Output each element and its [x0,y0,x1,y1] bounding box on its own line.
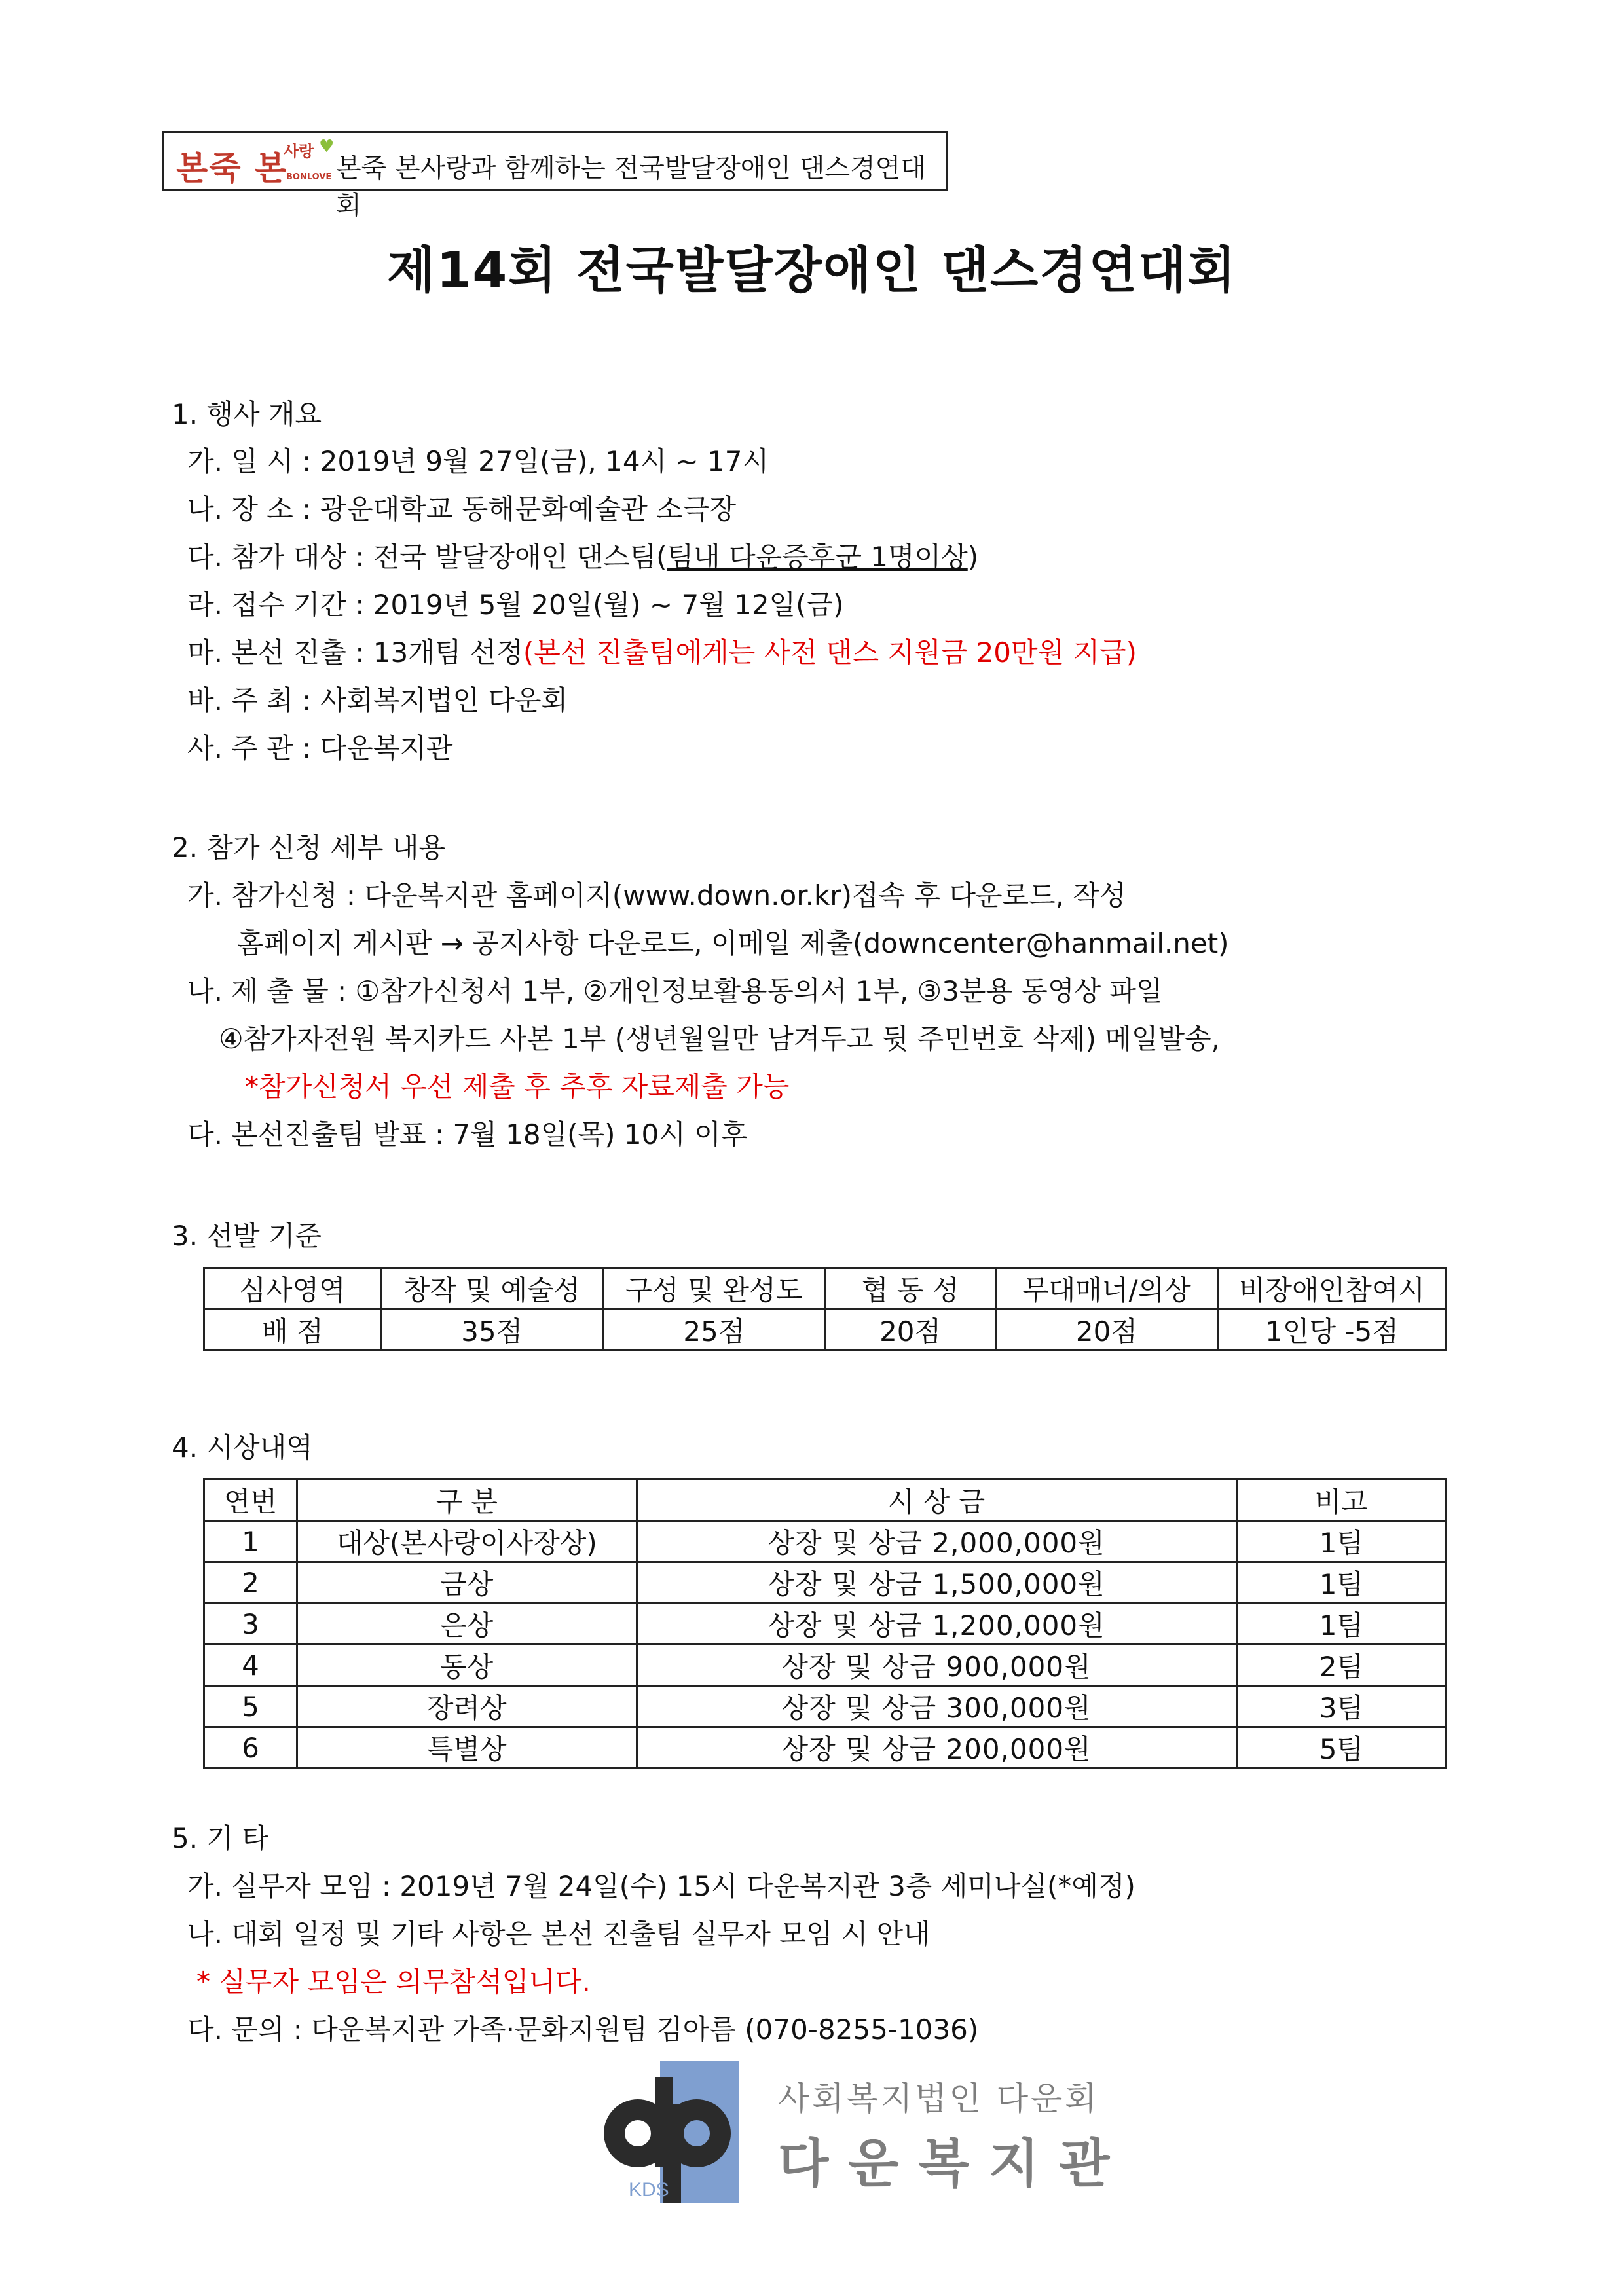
s5-line-schedule: 나. 대회 일정 및 기타 사항은 본선 진출팀 실무자 모임 시 안내 [187,1918,930,1950]
table-header-cell: 비장애인참여시 [1217,1268,1446,1310]
table-row [204,1521,1447,1562]
table-cell: 상장 및 상금 300,000원 [637,1686,1236,1727]
table-cell: 상장 및 상금 2,000,000원 [637,1521,1236,1562]
s5-line-meeting: 가. 실무자 모임 : 2019년 7월 24일(수) 15시 다운복지관 3층 세미나실(*예정) [187,1870,1135,1902]
logo-p-hole [684,2120,710,2146]
table-cell: 특별상 [297,1727,637,1769]
criteria-table [203,1267,1447,1351]
s1-target-close: ) [967,541,979,573]
s5-line-mandatory: * 실무자 모임은 의무참석입니다. [196,1966,591,1998]
organization-logo [597,2061,739,2203]
s1-final-red: (본선 진출팀에게는 사전 댄스 지원금 20만원 지급) [523,636,1137,669]
s5-line-contact: 다. 문의 : 다운복지관 가족·문화지원팀 김아름 (070-8255-1036) [187,2013,979,2046]
section2-heading: 2. 참가 신청 세부 내용 [172,832,446,864]
s1-final-text: 마. 본선 진출 : 13개팀 선정 [187,636,523,669]
s2-line-submit-detail: ④참가자전원 복지카드 사본 1부 (생년월일만 남겨두고 뒷 주민번호 삭제) 메일발송, [219,1023,1220,1055]
table-header-cell: 창작 및 예술성 [380,1268,602,1310]
s1-item-place: 나. 장 소 : 광운대학교 동해문화예술관 소극장 [187,493,736,525]
table-cell: 2 [204,1562,297,1604]
s1-item-organizer: 사. 주 관 : 다운복지관 [187,732,453,764]
s2-line-submit: 나. 제 출 물 : ①참가신청서 1부, ②개인정보활용동의서 1부, ③3분용 동영상 파일 [187,975,1163,1007]
s2-line-apply: 가. 참가신청 : 다운복지관 홈페이지(www.down.or.kr)접속 후 다운로드, 작성 [187,879,1126,911]
s2-line-announce: 다. 본선진출팀 발표 : 7월 18일(목) 10시 이후 [187,1118,748,1150]
table-cell: 장려상 [297,1686,637,1727]
s2-line-apply-detail: 홈페이지 게시판 → 공지사항 다운로드, 이메일 제출(downcenter@hanmail.net) [237,927,1229,959]
footer-org-name: 사회복지법인 다운회 [778,2080,1099,2118]
s1-item-date: 가. 일 시 : 2019년 9월 27일(금), 14시 ~ 17시 [187,445,769,477]
section4-heading: 4. 시상내역 [172,1431,313,1463]
heart-icon: ♥ [319,137,335,156]
table-cell: 1인당 -5점 [1217,1310,1446,1351]
table-cell: 20점 [825,1310,995,1351]
table-header-row [204,1480,1447,1521]
table-header-cell: 협 동 성 [825,1268,995,1310]
banner-tagline: 본죽 본사랑과 함께하는 전국발달장애인 댄스경연대회 [336,153,926,221]
table-row [204,1604,1447,1645]
s1-target-underline: 팀내 다운증후군 1명이상 [667,541,968,573]
page-title: 제14회 전국발달장애인 댄스경연대회 [387,241,1237,299]
table-row [204,1310,1447,1351]
table-cell: 3 [204,1604,297,1645]
brand-bonlove-text: BONLOVE [286,172,332,182]
table-cell: 상장 및 상금 900,000원 [637,1645,1236,1686]
table-cell: 동상 [297,1645,637,1686]
table-cell: 1 [204,1521,297,1562]
table-header-cell: 무대매너/의상 [995,1268,1217,1310]
table-header-row [204,1268,1447,1310]
table-cell: 2팀 [1236,1645,1446,1686]
header-banner [162,131,948,221]
table-row [204,1727,1447,1769]
table-cell: 대상(본사랑이사장상) [297,1521,637,1562]
table-row [204,1562,1447,1604]
table-header-cell: 비고 [1236,1480,1446,1521]
table-header-cell: 연번 [204,1480,297,1521]
table-cell: 1팀 [1236,1604,1446,1645]
table-cell: 상장 및 상금 1,500,000원 [637,1562,1236,1604]
table-row [204,1645,1447,1686]
table-header-cell: 구성 및 완성도 [603,1268,825,1310]
table-cell: 5 [204,1686,297,1727]
s1-item-final [187,631,1137,670]
table-cell: 상장 및 상금 200,000원 [637,1727,1236,1769]
s1-item-period: 라. 접수 기간 : 2019년 5월 20일(월) ~ 7월 12일(금) [187,589,844,621]
logo-kds-text: KDS [629,2179,669,2201]
table-cell: 25점 [603,1310,825,1351]
section1-heading: 1. 행사 개요 [172,398,322,430]
section3-heading: 3. 선발 기준 [172,1220,322,1252]
logo-d-hole [625,2120,651,2146]
table-cell: 은상 [297,1604,637,1645]
table-cell: 4 [204,1645,297,1686]
table-cell: 배 점 [204,1310,381,1351]
table-cell: 상장 및 상금 1,200,000원 [637,1604,1236,1645]
table-header-cell: 심사영역 [204,1268,381,1310]
brand-sarang-text: 사랑 [284,142,314,160]
table-cell: 6 [204,1727,297,1769]
table-cell: 1팀 [1236,1562,1446,1604]
prize-table [203,1478,1447,1769]
table-cell: 35점 [380,1310,602,1351]
table-cell: 20점 [995,1310,1217,1351]
footer-center-name: 다운복지관 [778,2133,1130,2194]
table-row [204,1686,1447,1727]
table-cell: 5팀 [1236,1727,1446,1769]
s1-item-host: 바. 주 최 : 사회복지법인 다운회 [187,684,568,716]
table-cell: 금상 [297,1562,637,1604]
brand-logo-text: 본죽 본 [176,149,288,187]
section5-heading: 5. 기 타 [172,1822,268,1854]
s1-target-text: 다. 참가 대상 : 전국 발달장애인 댄스팀( [187,541,667,573]
s2-line-note: *참가신청서 우선 제출 후 추후 자료제출 가능 [245,1071,790,1103]
table-cell: 3팀 [1236,1686,1446,1727]
table-cell: 1팀 [1236,1521,1446,1562]
s1-item-target [187,536,978,575]
table-header-cell: 시 상 금 [637,1480,1236,1521]
table-header-cell: 구 분 [297,1480,637,1521]
